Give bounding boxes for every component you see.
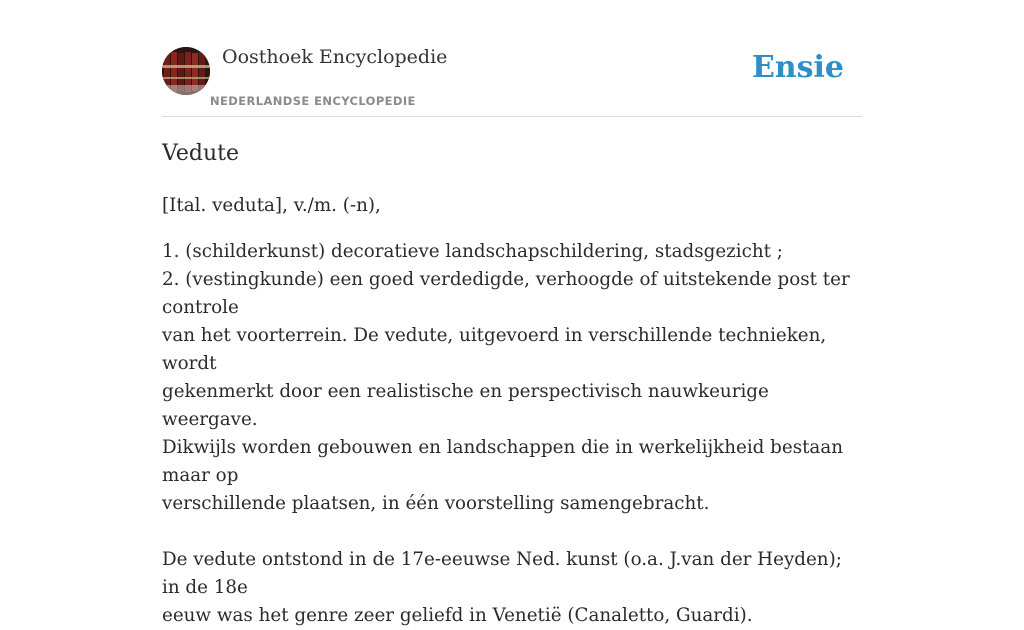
- definition-line: 1. (schilderkunst) decoratieve landschapschildering, stadsgezicht ;: [162, 241, 783, 262]
- entry-etymology: [Ital. veduta], v./m. (-n),: [162, 195, 381, 216]
- site-title[interactable]: Oosthoek Encyclopedie: [222, 46, 448, 68]
- entry-content: [162, 136, 862, 630]
- history-line: eeuw was het genre zeer geliefd in Venetië (Canaletto, Guardi).: [162, 605, 753, 626]
- definition-line: 2. (vestingkunde) een goed verdedigde, verhoogde of uitstekende post ter controle: [162, 269, 850, 318]
- entry-title: Vedute: [162, 141, 239, 166]
- history-line: De vedute ontstond in de 17e-eeuwse Ned. kunst (o.a. J.van der Heyden); in de 18e: [162, 549, 842, 598]
- definition-line: gekenmerkt door een realistische en perspectivisch nauwkeurige weergave.: [162, 381, 769, 430]
- brand-logo-link[interactable]: Ensie: [751, 50, 844, 85]
- site-subtitle: NEDERLANDSE ENCYCLOPEDIE: [210, 94, 416, 108]
- definition-line: verschillende plaatsen, in één voorstelling samengebracht.: [162, 493, 710, 514]
- definition-line: Dikwijls worden gebouwen en landschappen die in werkelijkheid bestaan maar op: [162, 437, 843, 486]
- site-header: [162, 44, 862, 117]
- definition-line: van het voorterrein. De vedute, uitgevoerd in verschillende technieken, wordt: [162, 325, 827, 374]
- paragraph-spacer: [162, 518, 862, 546]
- encyclopedia-books-icon[interactable]: [162, 47, 210, 95]
